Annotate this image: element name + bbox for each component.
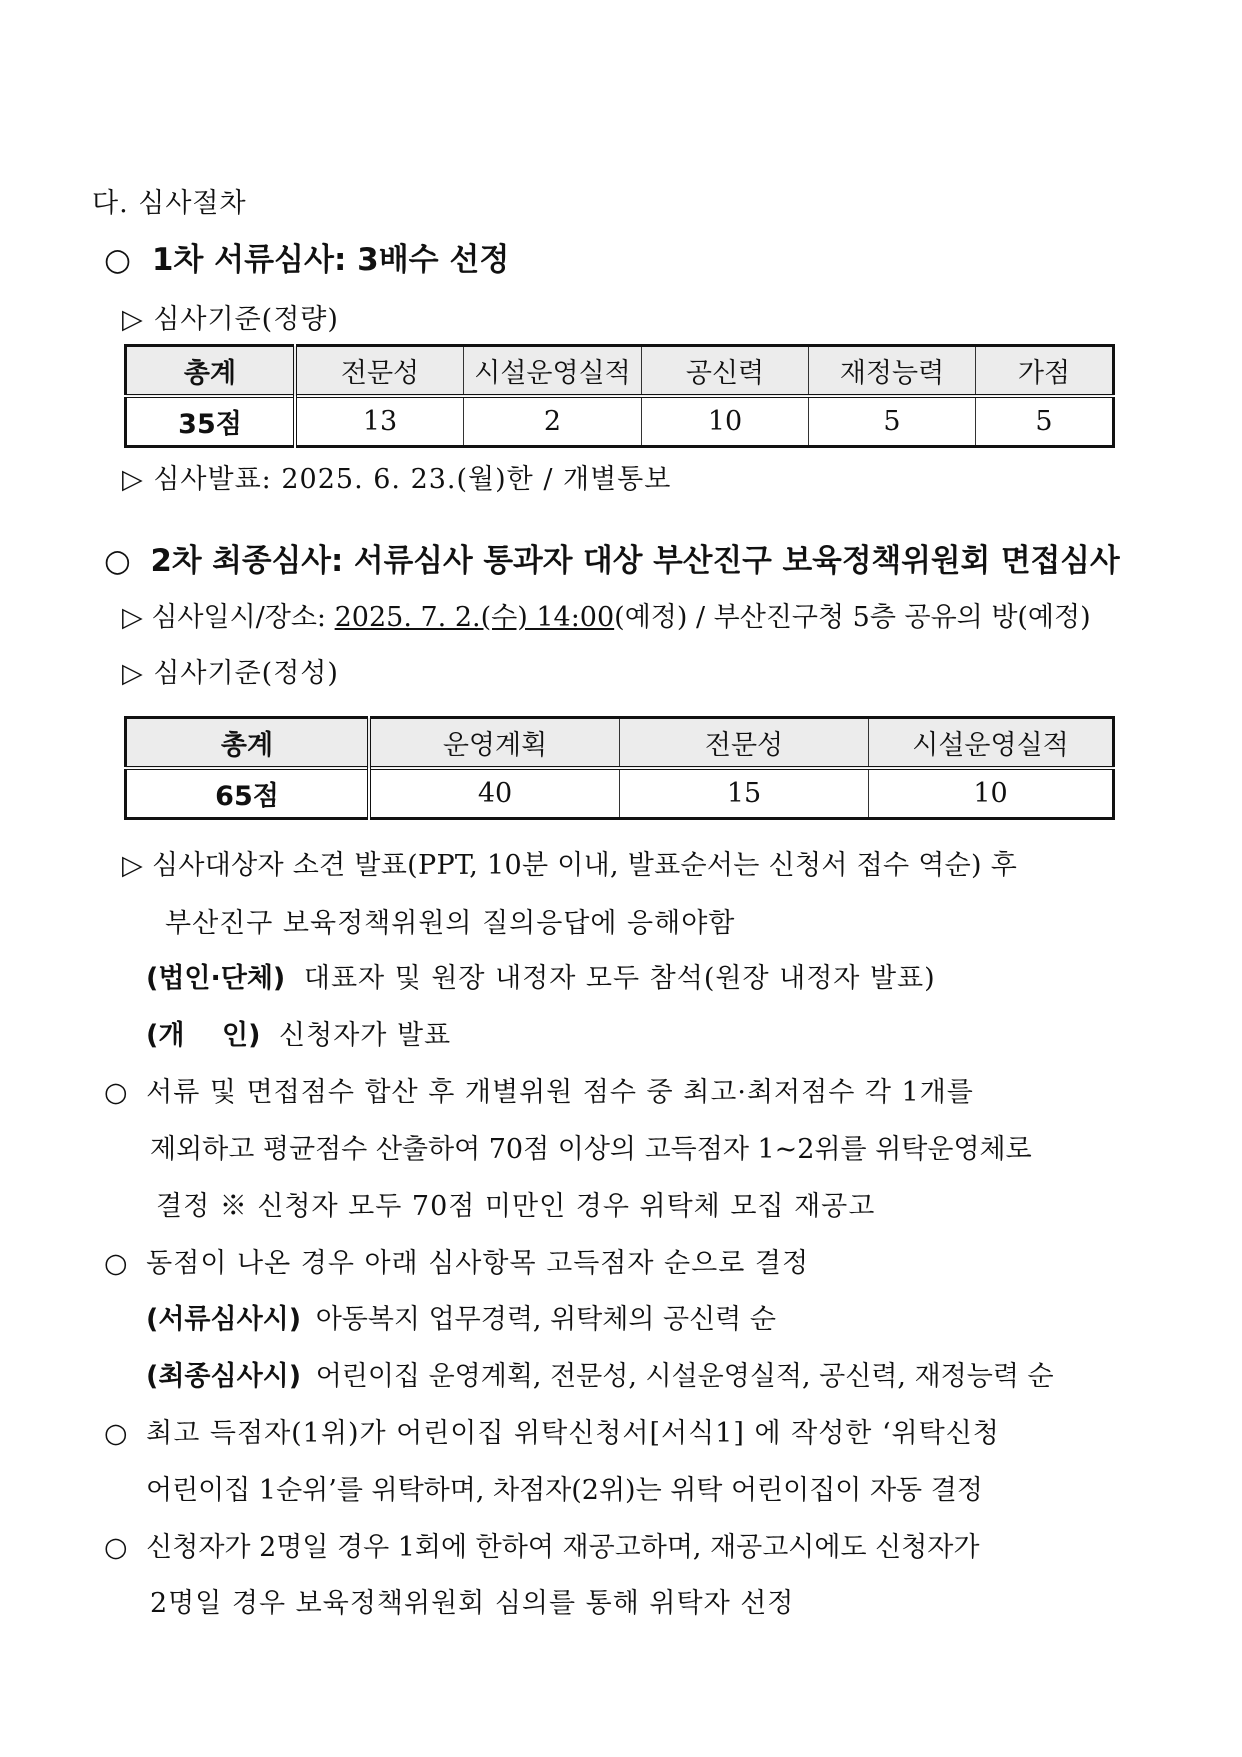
round1-criteria-table — [124, 344, 1115, 448]
round1-announce: ▷ 심사발표: 2025. 6. 23.(월)한 / 개별통보 — [122, 464, 672, 495]
corp-text: 대표자 및 원장 내정자 모두 참석(원장 내정자 발표) — [303, 963, 936, 994]
table-header-cell: 운영계획 — [369, 718, 620, 769]
note-4-line1 — [104, 1530, 979, 1566]
circle-bullet-icon: ○ — [104, 1248, 128, 1279]
circle-bullet-icon: ○ — [104, 1077, 128, 1108]
circle-bullet-icon: ○ — [104, 242, 132, 278]
round2-criteria-label: ▷ 심사기준(정성) — [122, 658, 339, 689]
round2-presentation-line2: 부산진구 보육정책위원의 질의응답에 응해야함 — [165, 908, 736, 939]
round2-indiv-row — [146, 1018, 451, 1054]
table-header-row — [126, 346, 1114, 397]
table-row — [126, 396, 1114, 447]
schedule-label: ▷ 심사일시/장소: — [122, 602, 335, 633]
section-title: 다. 심사절차 — [92, 188, 247, 219]
schedule-date: 2025. 7. 2.(수) 14:00 — [334, 602, 615, 633]
round1-heading — [104, 242, 509, 278]
table-cell: 10 — [869, 768, 1114, 819]
table-header-cell: 시설운영실적 — [464, 346, 642, 397]
table-header-cell: 총계 — [126, 718, 370, 769]
note-2-line1 — [104, 1246, 809, 1282]
table-header-cell: 전문성 — [620, 718, 869, 769]
note-4-line2: 2명일 경우 보육정책위원회 심의를 통해 위탁자 선정 — [150, 1588, 795, 1619]
note-1-line2: 제외하고 평균점수 산출하여 70점 이상의 고득점자 1~2위를 위탁운영체로 — [150, 1134, 1032, 1165]
note-3-line2: 어린이집 1순위’를 위탁하며, 차점자(2위)는 위탁 어린이집이 자동 결정 — [146, 1475, 983, 1506]
circle-bullet-icon: ○ — [104, 1532, 128, 1563]
round2-corp-row — [146, 961, 936, 997]
note-text: 최고 득점자(1위)가 어린이집 위탁신청서[서식1] 에 작성한 ‘위탁신청 — [146, 1418, 1000, 1449]
corp-label: (법인·단체) — [146, 963, 286, 994]
table-header-cell: 가점 — [976, 346, 1114, 397]
round1-criteria-label: ▷ 심사기준(정량) — [122, 304, 339, 335]
table-total-cell: 65점 — [126, 768, 370, 819]
table-cell: 15 — [620, 768, 869, 819]
table-cell: 5 — [976, 396, 1114, 447]
table-header-cell: 공신력 — [642, 346, 809, 397]
round2-presentation-line1: ▷ 심사대상자 소견 발표(PPT, 10분 이내, 발표순서는 신청서 접수 역순) 후 — [122, 850, 1018, 881]
round2-title-rest: : 서류심사 통과자 대상 부산진구 보육정책위원회 면접심사 — [330, 543, 1120, 579]
sub-text: 어린이집 운영계획, 전문성, 시설운영실적, 공신력, 재정능력 순 — [315, 1361, 1054, 1392]
table-row — [126, 768, 1114, 819]
sub-label: (서류심사시) — [146, 1304, 302, 1335]
note-3-line1 — [104, 1416, 1000, 1452]
table-header-cell: 전문성 — [295, 346, 464, 397]
note-text: 동점이 나온 경우 아래 심사항목 고득점자 순으로 결정 — [146, 1248, 810, 1279]
note-text: 신청자가 2명일 경우 1회에 한하여 재공고하며, 재공고시에도 신청자가 — [146, 1532, 980, 1563]
round1-title: 1차 서류심사: 3배수 선정 — [151, 242, 510, 278]
table-total-cell: 35점 — [126, 396, 296, 447]
circle-bullet-icon: ○ — [104, 1418, 128, 1449]
circle-bullet-icon: ○ — [104, 543, 131, 579]
note-text: 서류 및 면접점수 합산 후 개별위원 점수 중 최고·최저점수 각 1개를 — [146, 1077, 974, 1108]
indiv-label: (개 인) — [146, 1020, 261, 1051]
table-cell: 10 — [642, 396, 809, 447]
table-cell: 13 — [295, 396, 464, 447]
table-header-cell: 시설운영실적 — [869, 718, 1114, 769]
sub-label: (최종심사시) — [146, 1361, 302, 1392]
sub-text: 아동복지 업무경력, 위탁체의 공신력 순 — [315, 1304, 776, 1335]
table-header-cell: 총계 — [126, 346, 296, 397]
table-header-cell: 재정능력 — [809, 346, 976, 397]
indiv-text: 신청자가 발표 — [279, 1020, 452, 1051]
round2-schedule — [122, 600, 1091, 636]
table-header-row — [126, 718, 1114, 769]
note-2-sub1 — [146, 1302, 776, 1338]
table-cell: 2 — [464, 396, 642, 447]
schedule-place: (예정) / 부산진구청 5층 공유의 방(예정) — [614, 602, 1091, 633]
note-1-line3: 결정 ※ 신청자 모두 70점 미만인 경우 위탁체 모집 재공고 — [156, 1191, 876, 1222]
round2-criteria-table — [124, 716, 1115, 820]
note-1-line1 — [104, 1075, 974, 1111]
note-2-sub2 — [146, 1359, 1054, 1395]
table-cell: 5 — [809, 396, 976, 447]
round2-heading — [104, 543, 1120, 579]
round2-title: 2차 최종심사 — [150, 543, 331, 579]
table-cell: 40 — [369, 768, 620, 819]
